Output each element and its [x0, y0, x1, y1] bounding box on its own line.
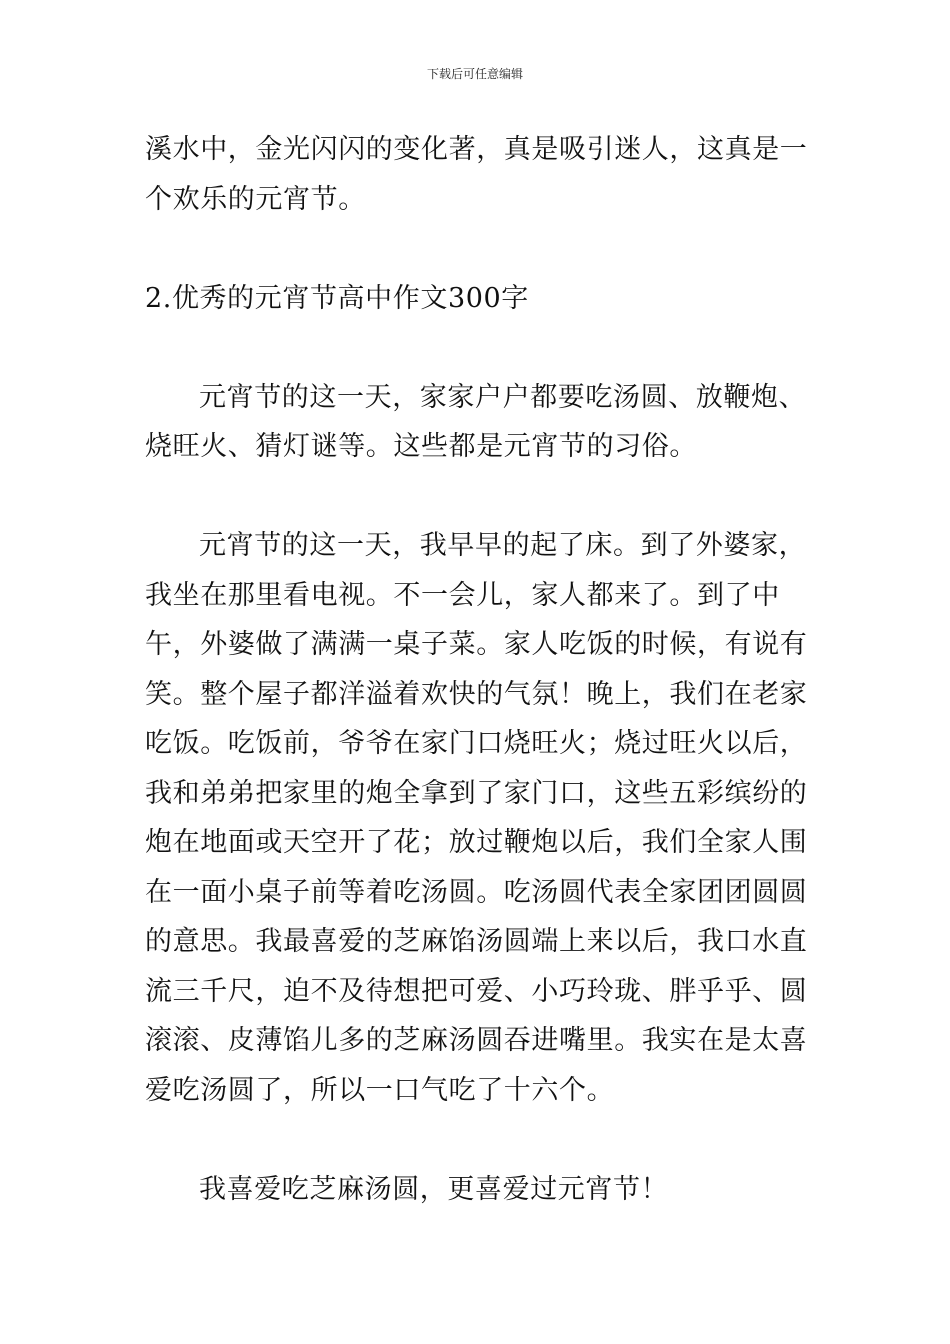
paragraph-spacer	[145, 224, 810, 274]
paragraph-spacer	[145, 1115, 810, 1165]
paragraph-spacer	[145, 472, 810, 522]
paragraph-customs: 元宵节的这一天，家家户户都要吃汤圆、放鞭炮、烧旺火、猜灯谜等。这些都是元宵节的习俗。	[145, 381, 807, 462]
paragraph-conclusion: 我喜爱吃芝麻汤圆，更喜爱过元宵节！	[199, 1173, 669, 1205]
document-body	[145, 125, 810, 1214]
section-heading: 2.优秀的元宵节高中作文300字	[145, 282, 529, 314]
continuation-paragraph: 溪水中，金光闪闪的变化著，真是吸引迷人，这真是一个欢乐的元宵节。	[145, 134, 808, 215]
paragraph-spacer	[145, 323, 810, 373]
paragraph-story: 元宵节的这一天，我早早的起了床。到了外婆家，我坐在那里看电视。不一会儿，家人都来了。到了中午，外婆做了满满一桌子菜。家人吃饭的时候，有说有笑。整个屋子都洋溢着欢快的气氛！晚上，我们在老家吃饭。吃饭前，爷爷在家门口烧旺火；烧过旺火以后，我和弟弟把家里的炮全拿到了家门口，这些五彩缤纷的炮在地面或天空开了花；放过鞭炮以后，我们全家人围在一面小桌子前等着吃汤圆。吃汤圆代表全家团团圆圆的意思。我最喜爱的芝麻馅汤圆端上来以后，我口水直流三千尺，迫不及待想把可爱、小巧玲珑、胖乎乎、圆滚滚、皮薄馅儿多的芝麻汤圆吞进嘴里。我实在是太喜爱吃汤圆了，所以一口气吃了十六个。	[145, 530, 808, 1106]
page-header: 下载后可任意编辑	[426, 67, 523, 81]
